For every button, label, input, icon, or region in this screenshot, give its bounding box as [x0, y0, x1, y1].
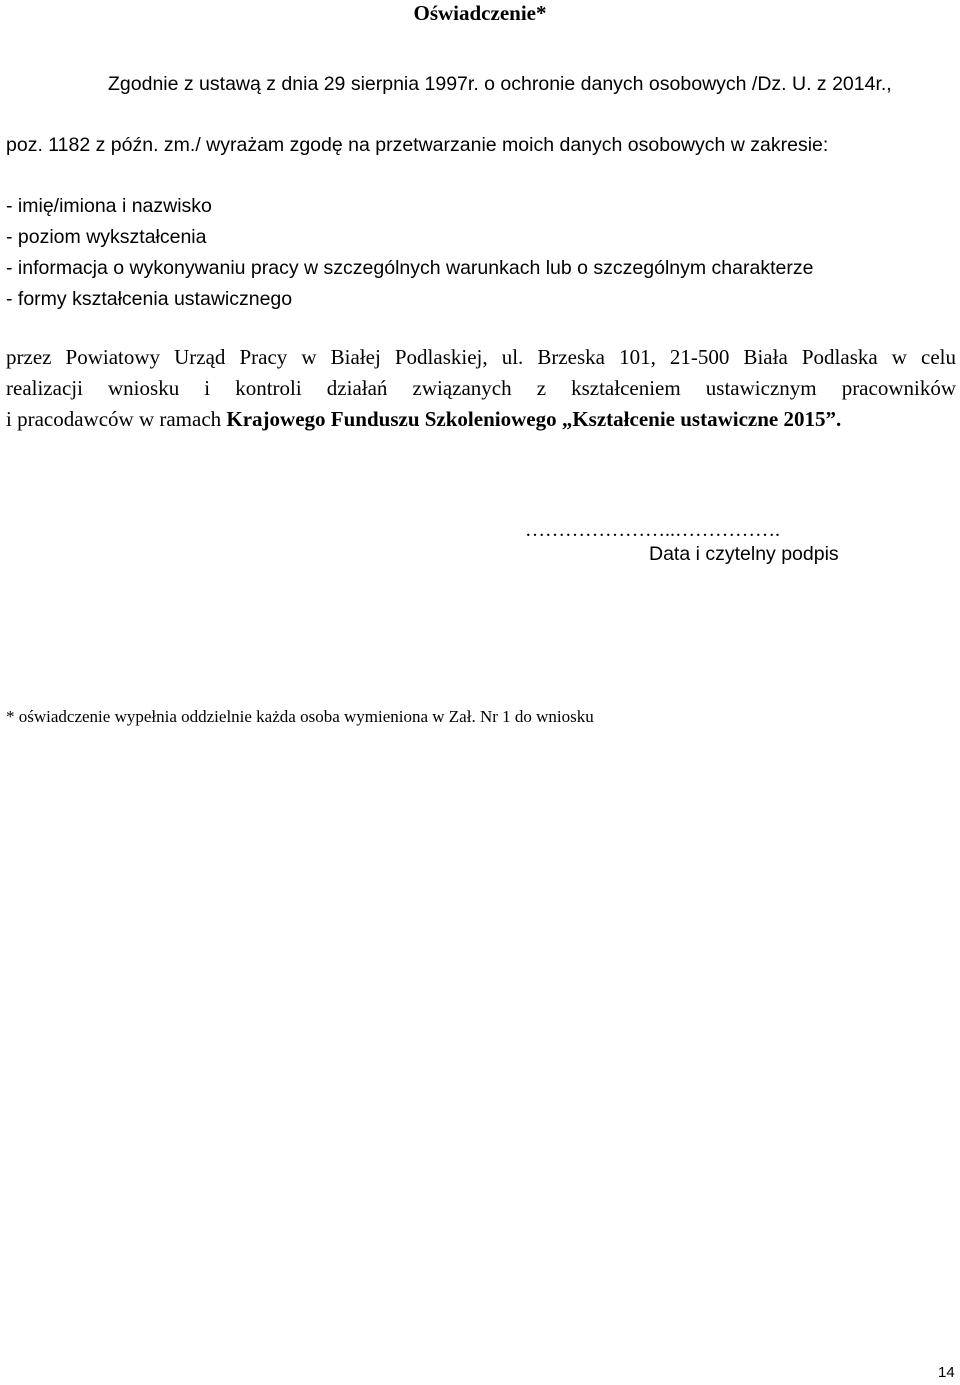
- scope-item-education: - poziom wykształcenia: [6, 226, 207, 248]
- purpose-line-3: [6, 406, 956, 432]
- scope-item-name: - imię/imiona i nazwisko: [6, 195, 212, 217]
- purpose-line-1: przez Powiatowy Urząd Pracy w Białej Podlaskiej, ul. Brzeska 101, 21-500 Biała Podlaska w celu: [6, 345, 956, 369]
- program-name: Krajowego Funduszu Szkoleniowego „Kształcenie ustawiczne 2015”.: [226, 407, 842, 431]
- footnote: * oświadczenie wypełnia oddzielnie każda osoba wymieniona w Zał. Nr 1 do wniosku: [6, 707, 594, 726]
- purpose-line-2: realizacji wniosku i kontroli działań związanych z kształceniem ustawicznym pracowników: [6, 376, 956, 400]
- page-number: 14: [938, 1364, 955, 1381]
- intro-line-1: Zgodnie z ustawą z dnia 29 sierpnia 1997r. o ochronie danych osobowych /Dz. U. z 2014r.,: [108, 73, 892, 95]
- signature-line: …………………..…………….: [525, 519, 780, 541]
- scope-item-work-conditions: - informacja o wykonywaniu pracy w szczególnych warunkach lub o szczególnym charakterze: [6, 257, 814, 279]
- scope-item-training-forms: - formy kształcenia ustawicznego: [6, 288, 293, 310]
- purpose-line-3-prefix: i pracodawców w ramach: [6, 407, 227, 431]
- signature-label: Data i czytelny podpis: [649, 543, 839, 565]
- document-title: Oświadczenie*: [413, 1, 547, 25]
- intro-line-2: poz. 1182 z późn. zm./ wyrażam zgodę na przetwarzanie moich danych osobowych w zakresie:: [6, 134, 829, 156]
